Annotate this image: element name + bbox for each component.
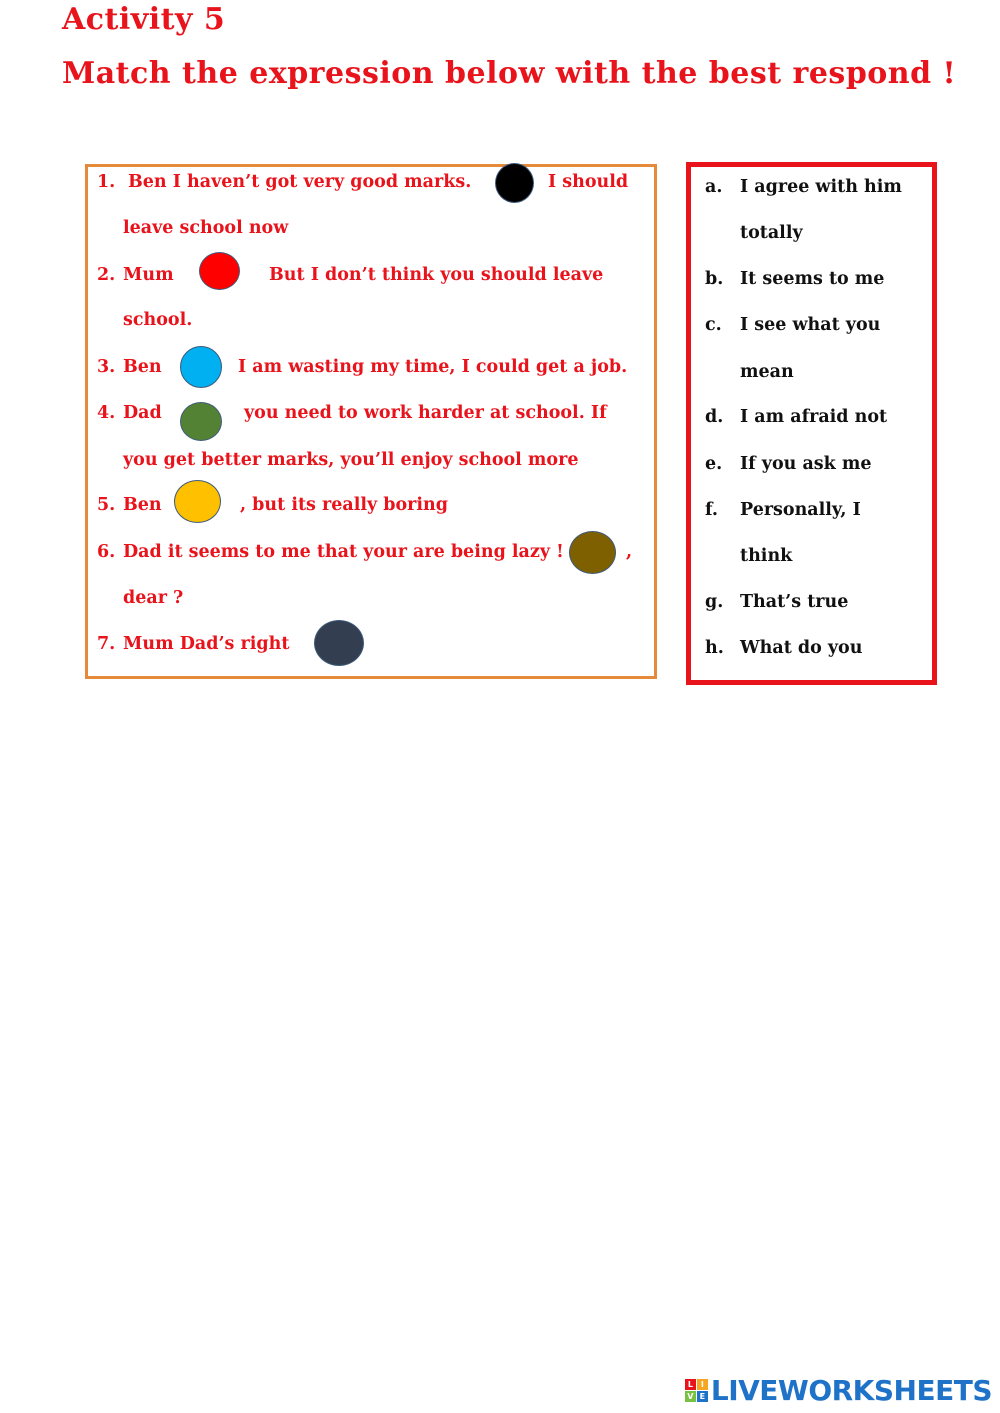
response-c-continuation[interactable]: mean — [740, 362, 794, 382]
drop-target-3[interactable] — [180, 346, 222, 388]
expression-1-text-after: I should — [548, 172, 629, 192]
liveworksheets-logo[interactable] — [685, 1374, 992, 1407]
expression-1-continuation: leave school now — [123, 218, 289, 238]
expression-6-text-after: , — [626, 542, 633, 562]
response-c-letter: c. — [705, 315, 722, 335]
expression-2-number: 2. — [97, 265, 116, 285]
response-c[interactable]: I see what you — [740, 315, 881, 335]
response-f-letter: f. — [705, 500, 718, 520]
drop-target-5[interactable] — [174, 480, 221, 523]
expression-7-text: Mum Dad’s right — [123, 634, 290, 654]
response-e-letter: e. — [705, 454, 723, 474]
response-f-continuation[interactable]: think — [740, 546, 793, 566]
response-d-letter: d. — [705, 407, 724, 427]
response-a[interactable]: I agree with him — [740, 177, 902, 197]
expression-2-speaker: Mum — [123, 265, 174, 285]
expression-5-number: 5. — [97, 495, 116, 515]
expression-4-number: 4. — [97, 403, 116, 423]
expression-5-text: , but its really boring — [240, 495, 448, 515]
expression-2-continuation: school. — [123, 310, 193, 330]
drop-target-4[interactable] — [180, 402, 222, 441]
drop-target-6[interactable] — [569, 531, 616, 574]
logo-text: LIVEWORKSHEETS — [710, 1374, 992, 1407]
expression-7-number: 7. — [97, 634, 116, 654]
expression-2-text: But I don’t think you should leave — [269, 265, 604, 285]
expression-3-speaker: Ben — [123, 357, 162, 377]
expression-4-text: you need to work harder at school. If — [244, 403, 607, 423]
response-g[interactable]: That’s true — [740, 592, 849, 612]
response-a-continuation[interactable]: totally — [740, 223, 803, 243]
response-a-letter: a. — [705, 177, 723, 197]
expression-4-continuation: you get better marks, you’ll enjoy school more — [123, 450, 579, 470]
drop-target-7[interactable] — [314, 620, 364, 666]
expression-3-number: 3. — [97, 357, 116, 377]
response-g-letter: g. — [705, 592, 724, 612]
response-b-letter: b. — [705, 269, 724, 289]
instruction: Match the expression below with the best respond ! — [62, 56, 957, 91]
activity-title: Activity 5 — [62, 2, 226, 37]
response-d[interactable]: I am afraid not — [740, 407, 888, 427]
response-e[interactable]: If you ask me — [740, 454, 872, 474]
expression-1-number: 1. — [97, 172, 116, 192]
liveworksheets-logo-icon: L I V E — [685, 1379, 708, 1402]
expression-4-speaker: Dad — [123, 403, 162, 423]
expression-6-number: 6. — [97, 542, 116, 562]
expression-6-continuation: dear ? — [123, 588, 184, 608]
expression-1-text: Ben I haven’t got very good marks. — [128, 172, 472, 192]
response-h[interactable]: What do you — [740, 638, 863, 658]
response-f[interactable]: Personally, I — [740, 500, 861, 520]
expression-5-speaker: Ben — [123, 495, 162, 515]
expression-6-text: Dad it seems to me that your are being lazy ! — [123, 542, 564, 562]
response-h-letter: h. — [705, 638, 724, 658]
drop-target-1[interactable] — [495, 163, 534, 203]
expression-3-text: I am wasting my time, I could get a job. — [238, 357, 628, 377]
drop-target-2[interactable] — [199, 252, 240, 290]
response-b[interactable]: It seems to me — [740, 269, 885, 289]
